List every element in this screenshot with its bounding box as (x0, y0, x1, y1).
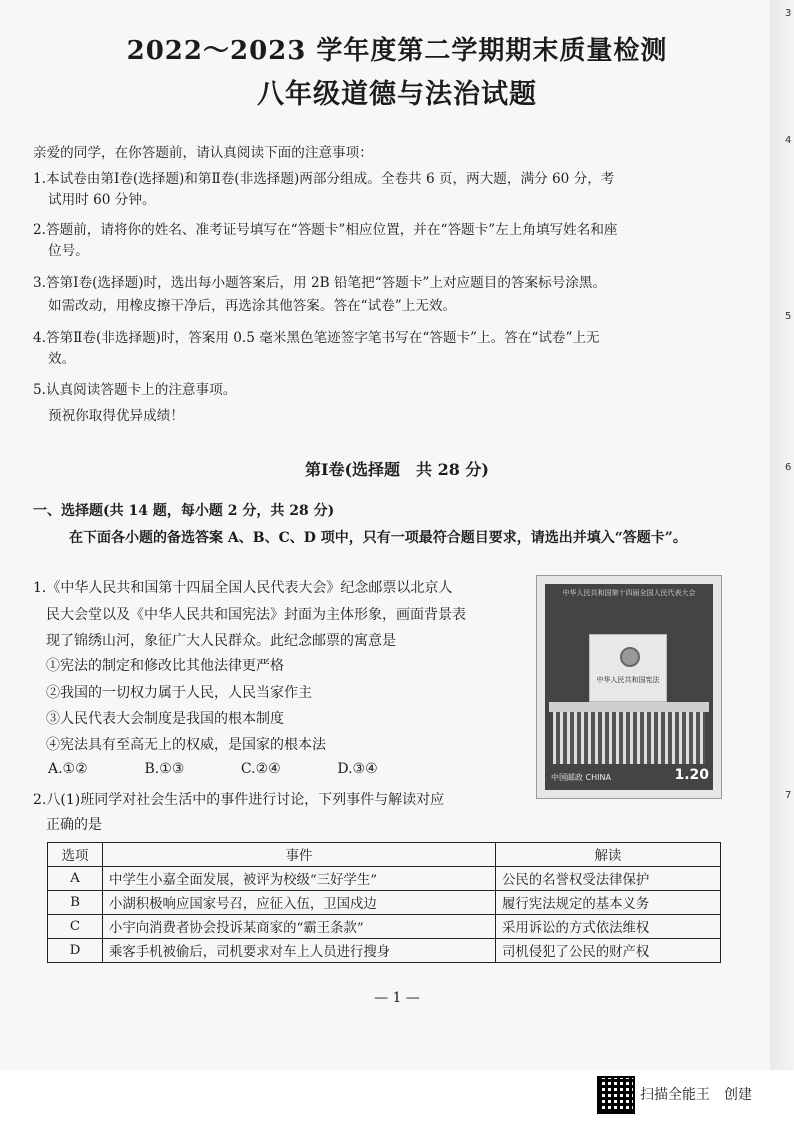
great-hall-icon (553, 712, 705, 764)
cell-interpretation: 司机侵犯了公民的财产权 (496, 939, 721, 963)
statement-3: ③人民代表大会制度是我国的根本制度 (46, 711, 284, 727)
notice-line: 试用时 60 分钟。 (48, 192, 156, 208)
page-number: — 1 — (374, 990, 420, 1006)
statement-2: ②我国的一切权力属于人民，人民当家作主 (46, 685, 312, 701)
margin-number: 3 (785, 8, 792, 19)
notice-line: 2.答题前，请将你的姓名、准考证号填写在“答题卡”相应位置，并在“答题卡”左上角填写姓名和座 (33, 222, 618, 238)
margin-number: 7 (785, 790, 792, 801)
stamp-postal-text: 中国邮政 CHINA (551, 773, 611, 782)
qr-code-icon (597, 1076, 635, 1114)
statement-1: ①宪法的制定和修改比其他法律更严格 (46, 658, 284, 674)
cell-interpretation: 公民的名誉权受法律保护 (496, 867, 721, 891)
cell-event: 小湖积极响应国家号召，应征入伍，卫国戍边 (103, 891, 496, 915)
exam-title: 2022～2023 学年度第二学期期末质量检测 (126, 36, 668, 66)
book-title: 中华人民共和国宪法 (596, 676, 660, 684)
statement-4: ④宪法具有至高无上的权威，是国家的根本法 (46, 737, 326, 753)
cell-event: 乘客手机被偷后，司机要求对车上人员进行搜身 (103, 939, 496, 963)
notice-line: 5.认真阅读答题卡上的注意事项。 (33, 382, 237, 398)
table-row (48, 891, 721, 915)
question-2-table (47, 842, 721, 963)
part-heading: 一、选择题(共 14 题，每小题 2 分，共 28 分) (33, 503, 335, 519)
option-c: C.②④ (240, 761, 281, 777)
exam-subtitle: 八年级道德与法治试题 (257, 79, 537, 110)
cell-option: A (48, 867, 103, 891)
table-row (48, 867, 721, 891)
section-title: 第Ⅰ卷(选择题 共 28 分) (304, 460, 490, 479)
cell-option: B (48, 891, 103, 915)
scan-edge (770, 0, 794, 1070)
question-1-stem: 民大会堂以及《中华人民共和国宪法》封面为主体形象，画面背景表 (46, 607, 466, 623)
margin-number: 4 (785, 135, 792, 146)
notice-line: 如需改动，用橡皮擦干净后，再选涂其他答案。答在“试卷”上无效。 (48, 298, 457, 314)
table-row (48, 939, 721, 963)
option-a: A.①② (48, 761, 88, 777)
constitution-book (589, 634, 667, 702)
margin-number: 6 (785, 462, 792, 473)
option-d: D.③④ (337, 761, 378, 777)
national-emblem-icon (620, 647, 640, 667)
margin-number: 5 (785, 311, 792, 322)
cell-event: 小宇向消费者协会投诉某商家的“霸王条款” (103, 915, 496, 939)
notice-line: 效。 (48, 351, 76, 367)
notice-line: 1.本试卷由第Ⅰ卷(选择题)和第Ⅱ卷(非选择题)两部分组成。全卷共 6 页，两大题，满分 60 分，考 (33, 171, 615, 187)
commemorative-stamp-image (536, 575, 722, 799)
header-event: 事件 (103, 843, 496, 867)
header-option: 选项 (48, 843, 103, 867)
cell-option: D (48, 939, 103, 963)
stamp-value: 1.20 (674, 767, 709, 783)
table-header-row (48, 843, 721, 867)
notice-line: 预祝你取得优异成绩！ (48, 408, 184, 424)
question-1-stem: 1.《中华人民共和国第十四届全国人民代表大会》纪念邮票以北京人 (33, 580, 453, 596)
notice-line: 3.答第Ⅰ卷(选择题)时，选出每小题答案后，用 2B 铅笔把“答题卡”上对应题目的答案标号涂黑。 (33, 275, 607, 291)
header-interpretation: 解读 (496, 843, 721, 867)
hall-roof (549, 702, 709, 712)
question-1-options (48, 761, 429, 777)
instruction: 在下面各小题的备选答案 A、B、C、D 项中，只有一项最符合题目要求，请选出并填入“答题卡”。 (69, 530, 687, 546)
question-1-stem: 现了锦绣山河，象征广大人民群众。此纪念邮票的寓意是 (46, 633, 396, 649)
question-2-stem: 2.八(1)班同学对社会生活中的事件进行讨论，下列事件与解读对应 (33, 792, 445, 808)
scanner-watermark: 扫描全能王 创建 (640, 1087, 752, 1103)
cell-event: 中学生小嘉全面发展，被评为校级“三好学生” (103, 867, 496, 891)
notice-intro: 亲爱的同学，在你答题前，请认真阅读下面的注意事项： (33, 145, 373, 161)
cell-option: C (48, 915, 103, 939)
cell-interpretation: 履行宪法规定的基本义务 (496, 891, 721, 915)
cell-interpretation: 采用诉讼的方式依法维权 (496, 915, 721, 939)
option-b: B.①③ (144, 761, 185, 777)
stamp-caption: 中华人民共和国第十四届全国人民代表大会 (562, 589, 696, 597)
notice-line: 4.答第Ⅱ卷(非选择题)时，答案用 0.5 毫米黑色笔迹签字笔书写在“答题卡”上。答在“试卷”上无 (33, 330, 600, 346)
stamp-artwork (545, 584, 713, 790)
table-row (48, 915, 721, 939)
notice-line: 位号。 (48, 243, 89, 259)
question-2-stem: 正确的是 (46, 817, 102, 833)
